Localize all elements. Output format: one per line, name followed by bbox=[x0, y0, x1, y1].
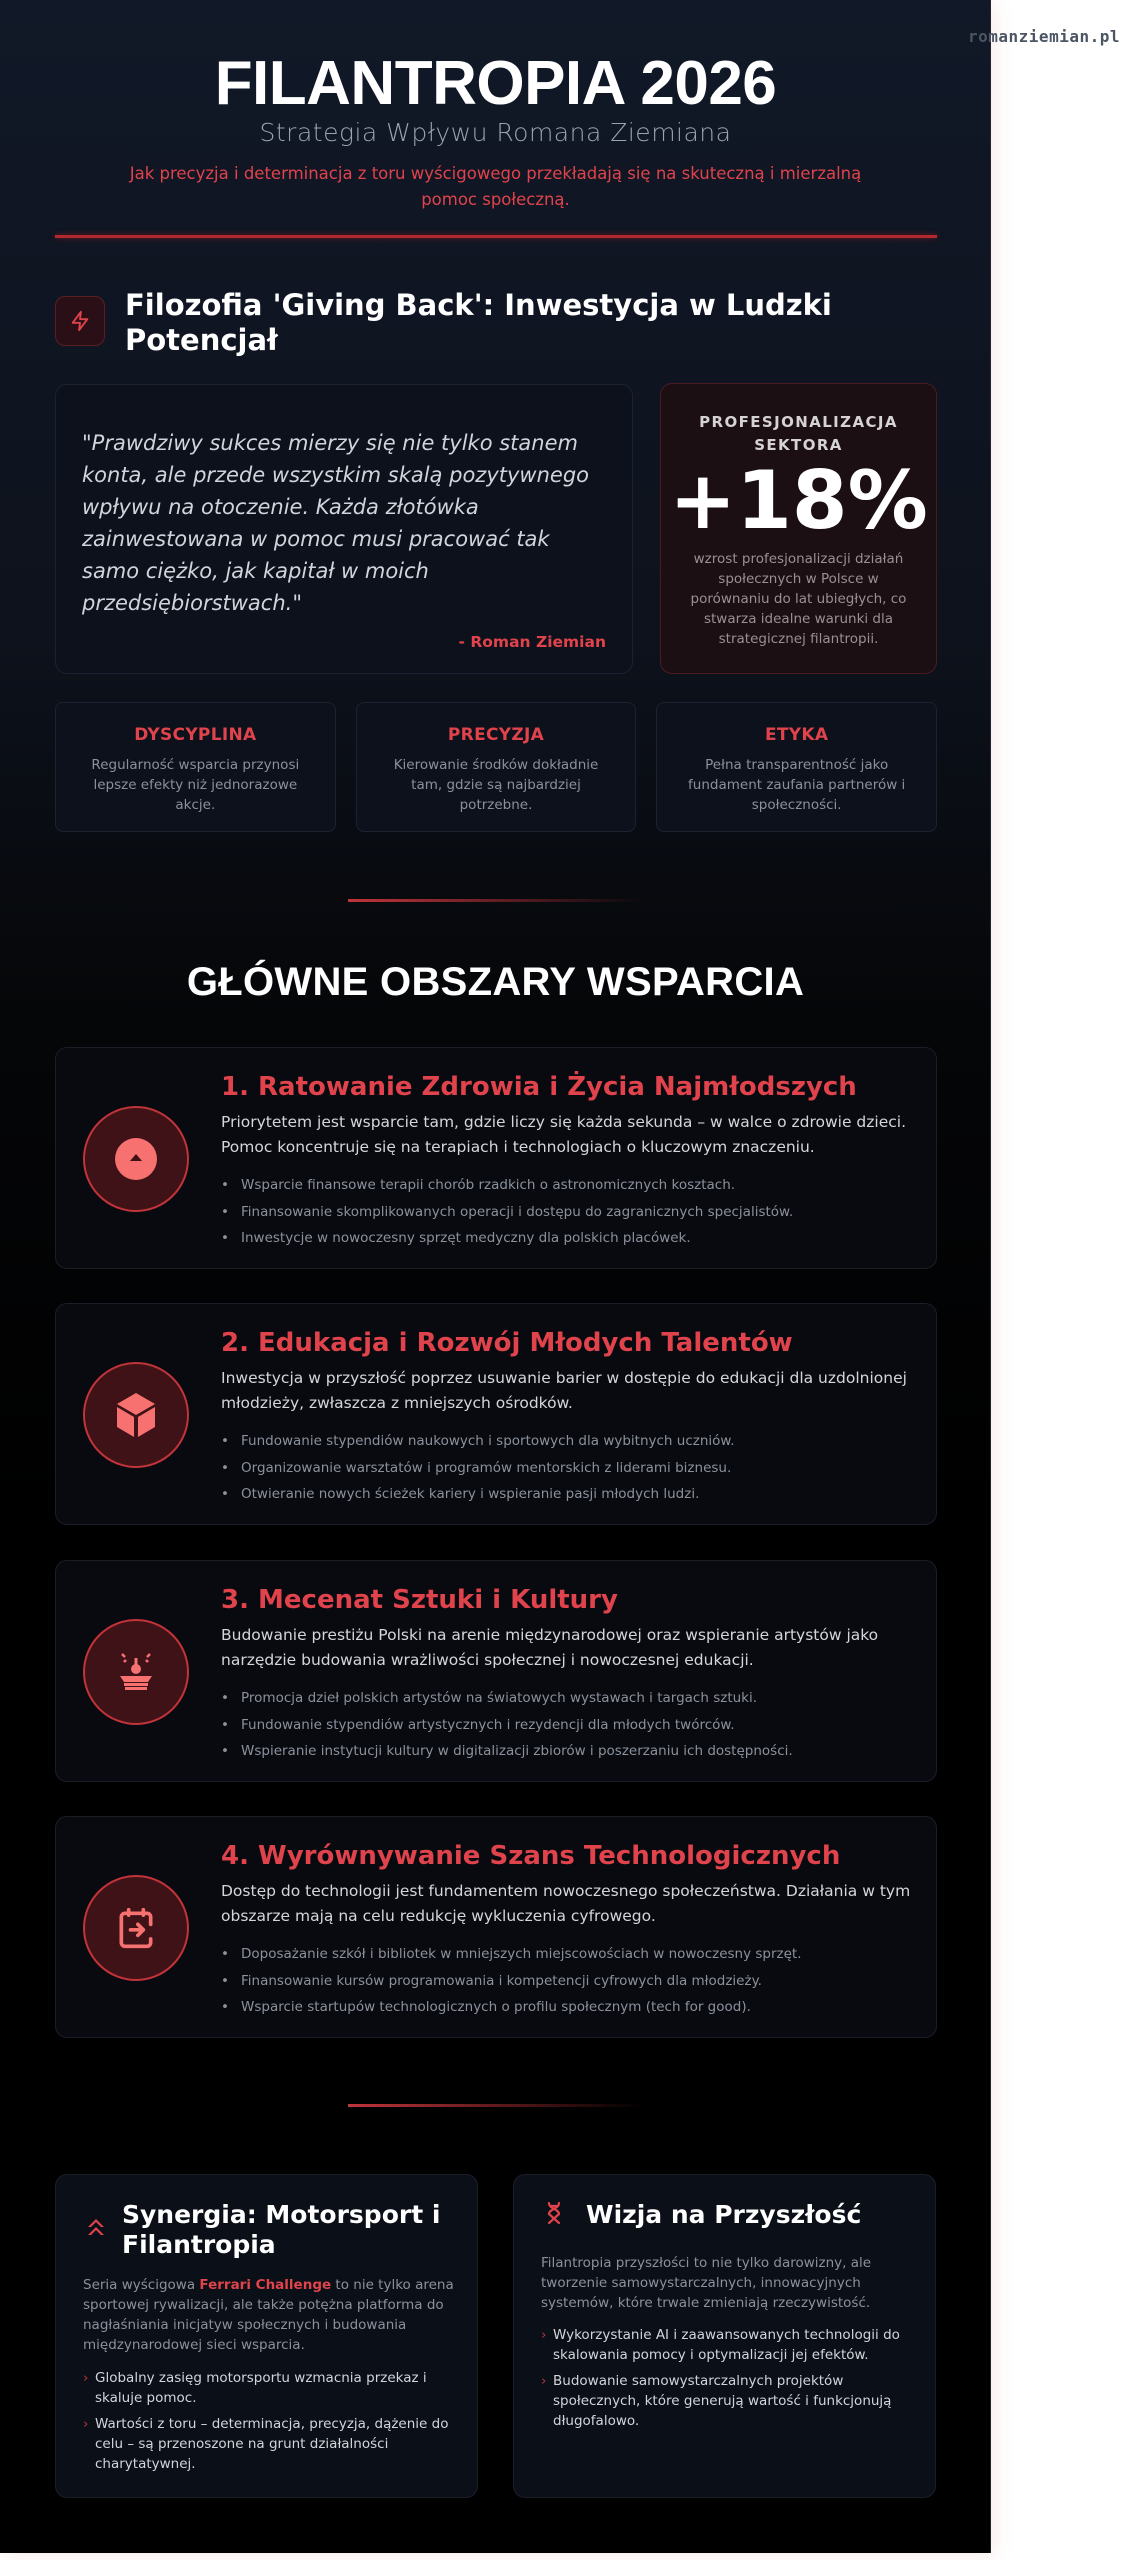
watermark: romanziemian.pl bbox=[968, 27, 1120, 46]
art-bowl-icon bbox=[83, 1619, 189, 1725]
area-bullet-list bbox=[221, 1685, 911, 1765]
synergy-text-before: Seria wyścigowa bbox=[83, 2277, 200, 2293]
list-item: › Globalny zasięg motorsportu wzmacnia przekaz i skaluje pomoc. bbox=[83, 2368, 455, 2408]
cube-icon bbox=[83, 1362, 189, 1468]
stat-label: PROFESJONALIZACJA SEKTORA bbox=[699, 413, 898, 454]
list-item: • Otwieranie nowych ścieżek kariery i wspieranie pasji młodych ludzi. bbox=[221, 1481, 911, 1508]
lightning-icon bbox=[55, 296, 105, 346]
area-description: Inwestycja w przyszłość poprzez usuwanie barier w dostępie do edukacji dla uzdolnionej młodzieży, zwłaszcza z mniejszych ośrodków. bbox=[221, 1369, 907, 1412]
list-item: • Doposażanie szkół i bibliotek w mniejszych miejscowościach w nowoczesny sprzęt. bbox=[221, 1941, 911, 1968]
double-chevron-up-icon bbox=[86, 2217, 114, 2243]
area-card-technology bbox=[55, 1816, 937, 2038]
value-description: Pełna transparentność jako fundament zaufania partnerów i społeczności. bbox=[688, 757, 906, 813]
header-divider bbox=[55, 235, 937, 238]
vision-text: Filantropia przyszłości to nie tylko darowizny, ale tworzenie samowystarczalnych, innowacyjnych systemów, które trwale zmieniają rzeczywistość. bbox=[541, 2255, 872, 2311]
list-item: • Fundowanie stypendiów naukowych i sportowych dla wybitnych uczniów. bbox=[221, 1428, 911, 1455]
list-item: • Wsparcie startupów technologicznych o profilu społecznym (tech for good). bbox=[221, 1994, 911, 2021]
section-divider bbox=[348, 899, 642, 902]
area-description: Dostęp do technologii jest fundamentem nowoczesnego społeczeństwa. Działania w tym obszarze mają na celu redukcję wykluczenia cyfrowego. bbox=[221, 1882, 911, 1925]
vision-card bbox=[513, 2174, 936, 2498]
value-card-etyka bbox=[656, 702, 937, 832]
area-description: Budowanie prestiżu Polski na arenie międzynarodowej oraz wspieranie artystów jako narzędzie budowania wrażliwości społecznej i nowoczesnej edukacji. bbox=[221, 1626, 879, 1669]
area-title: 1. Ratowanie Zdrowia i Życia Najmłodszych bbox=[221, 1072, 857, 1102]
heart-pulse-icon bbox=[83, 1106, 189, 1212]
list-item: › Wykorzystanie AI i zaawansowanych technologii do skalowania pomocy i optymalizacji jej efektów. bbox=[541, 2325, 913, 2365]
list-item: • Promocja dzieł polskich artystów na światowych wystawach i targach sztuki. bbox=[221, 1685, 911, 1712]
value-title: PRECYZJA bbox=[447, 725, 545, 745]
area-title: 4. Wyrównywanie Szans Technologicznych bbox=[221, 1841, 841, 1871]
list-item: • Wsparcie finansowe terapii chorób rzadkich o astronomicznych kosztach. bbox=[221, 1172, 911, 1199]
area-card-culture bbox=[55, 1560, 937, 1782]
philosophy-title: Filozofia 'Giving Back': Inwestycja w Ludzki Potencjał bbox=[125, 288, 832, 357]
list-item: • Organizowanie warsztatów i programów mentorskich z liderami biznesu. bbox=[221, 1455, 911, 1482]
ferrari-challenge-highlight: Ferrari Challenge bbox=[199, 2277, 332, 2293]
list-item: • Fundowanie stypendiów artystycznych i rezydencji dla młodych twórców. bbox=[221, 1712, 911, 1739]
area-bullet-list bbox=[221, 1428, 911, 1508]
synergy-text bbox=[83, 2275, 455, 2355]
stat-description: wzrost profesjonalizacji działań społecznych w Polsce w porównaniu do lat ubiegłych, co stwarza idealne warunki dla strategicznej filantropii. bbox=[690, 551, 907, 647]
quote-author: - Roman Ziemian bbox=[458, 633, 606, 651]
area-bullet-list bbox=[221, 1172, 911, 1252]
section-divider bbox=[348, 2104, 642, 2107]
calendar-arrow-icon bbox=[83, 1875, 189, 1981]
list-item: • Finansowanie kursów programowania i kompetencji cyfrowych dla młodzieży. bbox=[221, 1968, 911, 1995]
vision-title: Wizja na Przyszłość bbox=[586, 2200, 862, 2229]
area-bullet-list bbox=[221, 1941, 911, 2021]
area-title: 2. Edukacja i Rozwój Młodych Talentów bbox=[221, 1328, 793, 1358]
list-item: • Inwestycje w nowoczesny sprzęt medyczny dla polskich placówek. bbox=[221, 1225, 911, 1252]
synergy-card bbox=[55, 2174, 478, 2498]
page-title: FILANTROPIA 2026 bbox=[214, 49, 777, 118]
page-lead: Jak precyzja i determinacja z toru wyścigowego przekładają się na skuteczną i mierzalną pomoc społeczną. bbox=[129, 164, 862, 209]
list-item: › Budowanie samowystarczalnych projektów społecznych, które generują wartość i funkcjonują długofalowo. bbox=[541, 2371, 913, 2431]
area-card-health bbox=[55, 1047, 937, 1269]
areas-title: GŁÓWNE OBSZARY WSPARCIA bbox=[186, 960, 805, 1004]
value-title: ETYKA bbox=[765, 725, 829, 745]
area-title: 3. Mecenat Sztuki i Kultury bbox=[221, 1585, 618, 1615]
dna-icon bbox=[544, 2201, 578, 2229]
quote-card bbox=[55, 384, 633, 674]
values-row bbox=[55, 702, 937, 832]
area-card-education bbox=[55, 1303, 937, 1525]
value-description: Kierowanie środków dokładnie tam, gdzie są najbardziej potrzebne. bbox=[393, 757, 599, 813]
synergy-title: Synergia: Motorsport i Filantropia bbox=[122, 2200, 441, 2259]
stat-card bbox=[660, 383, 937, 674]
list-item: › Wartości z toru – determinacja, precyzja, dążenie do celu – są przenoszone na grunt działalności charytatywnej. bbox=[83, 2414, 455, 2474]
quote-text: "Prawdziwy sukces mierzy się nie tylko stanem konta, ale przede wszystkim skalą pozytywnego wpływu na otoczenie. Każda złotówka zainwestowana w pomoc musi pracować tak samo ciężko, jak kapitał w moich przedsiębiorstwach." bbox=[82, 431, 589, 615]
value-card-precyzja bbox=[356, 702, 637, 832]
synergy-bullet-list bbox=[83, 2368, 455, 2480]
value-title: DYSCYPLINA bbox=[134, 725, 257, 745]
synergy-text-after: to nie tylko arena sportowej rywalizacji, ale także potężna platforma do nagłaśniania inicjatyw społecznych i budowania międzynarodowej sieci wsparcia. bbox=[83, 2277, 454, 2353]
value-card-dyscyplina bbox=[55, 702, 336, 832]
area-description: Priorytetem jest wsparcie tam, gdzie liczy się każda sekunda – w walce o zdrowie dzieci. Pomoc koncentruje się na terapiach i technologiach o kluczowym znaczeniu. bbox=[221, 1113, 906, 1156]
list-item: • Finansowanie skomplikowanych operacji i dostępu do zagranicznych specjalistów. bbox=[221, 1199, 911, 1226]
value-description: Regularność wsparcia przynosi lepsze efekty niż jednorazowe akcje. bbox=[91, 757, 300, 813]
page-subtitle: Strategia Wpływu Romana Ziemiana bbox=[259, 118, 732, 147]
stat-value: +18% bbox=[669, 454, 928, 547]
vision-bullet-list bbox=[541, 2325, 913, 2437]
list-item: • Wspieranie instytucji kultury w digitalizacji zbiorów i poszerzaniu ich dostępności. bbox=[221, 1738, 911, 1765]
